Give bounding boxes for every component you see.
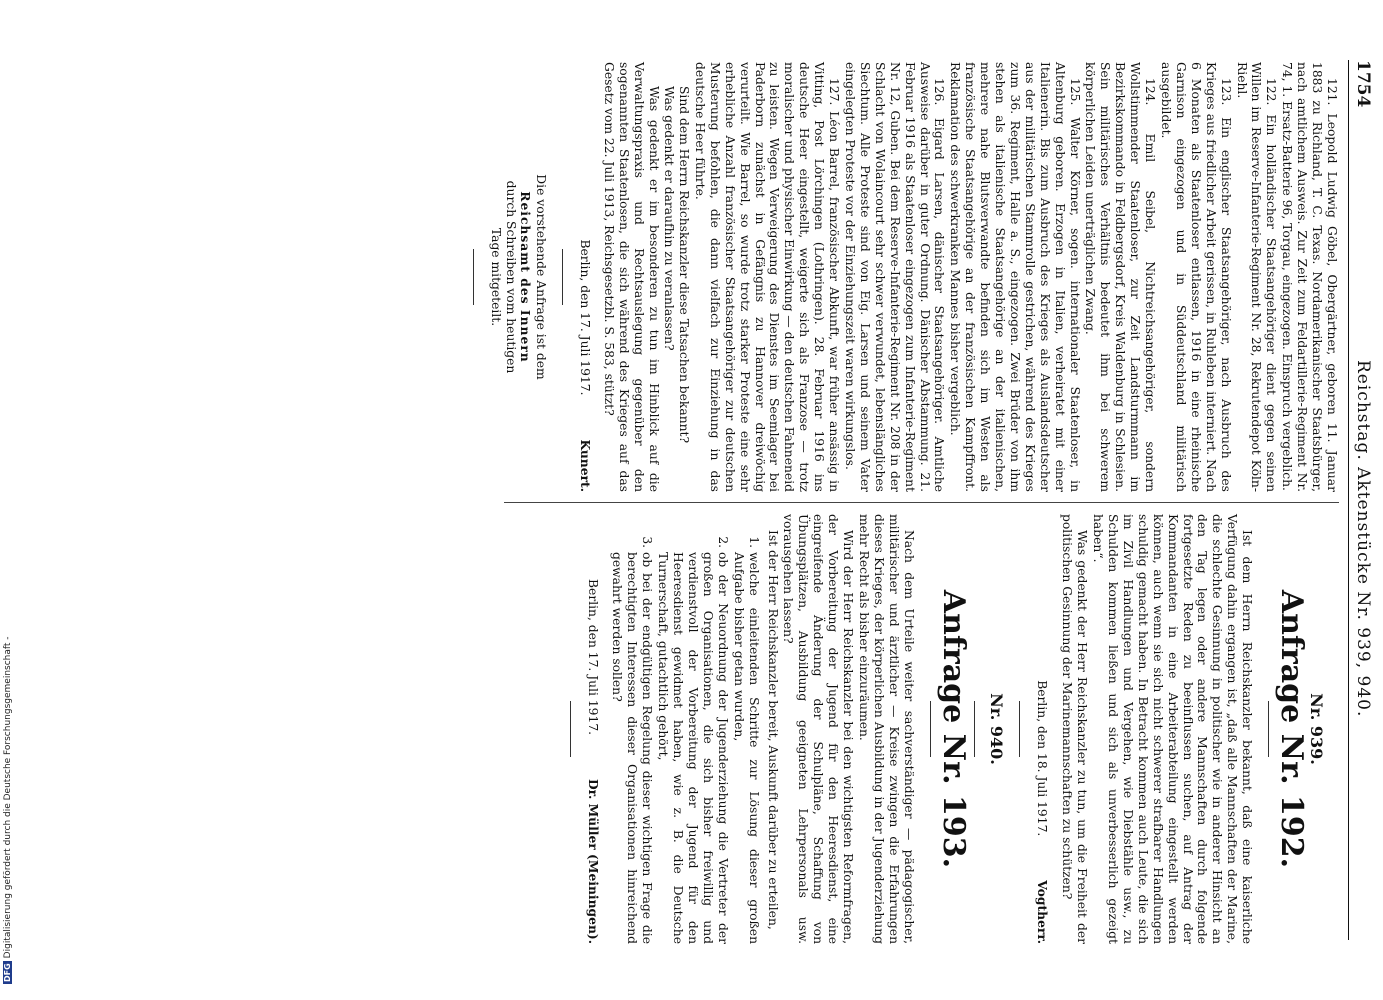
list-item: 121. Leopold Ludwig Göbel, Obergärtner, geboren 11. Januar 1883 zu Richland, T. C. Texas. Nordamerikanischer Staatsbürger, nach amtlichem Ausweis. Zur Zeit zum Feldartillerie-Regiment Nr. 74, 1. Ersatz-Batterie 96, Torgau, eingezogen. Einspruch vergeblich. [1280,62,1339,492]
column-divider [504,502,1339,503]
running-title: Reichstag. Aktenstücke Nr. 939, 940. [1353,360,1373,718]
section-title: Anfrage Nr. 192. [1274,589,1310,869]
right-column [556,514,1339,944]
notice-line: durch Schreiben vom heutigen [503,180,518,374]
list-item: 125. Walter Körner, sogen. internationaler Staatenloser, in Altenburg geboren. Erzogen in Italien, verheiratet mit einer Italienerin. Bis zum Ausbruch des Krieges als Auslandsdeutscher aus der militärischen Stammrolle gestrichen, während des Krieges zum 36. Regiment, Halle a. S., eingezogen. Zwei Brüder von ihm stehen als italienische Staatsangehörige an der italienischen, mehrere nahe Blutsverwandte befinden sich im Westen als französische Staatsangehörige an der französischen Kampffront. Reklamation des schwerkranken Mannes bisher vergeblich. [948,62,1082,492]
left-column [459,62,1339,492]
list-item: 3. ob bei der endgültigen Regelung dieser wichtigen Frage die berechtigten Interessen dieser Organisationen hinreichend gewahrt werden sollen? [610,552,655,944]
list-item: 127. Léon Barrel, französischer Abkunft, war früher ansässig in Vitting, Post Lörchingen (Lothringen). 28. Februar 1916 ins deutsche Heer eingestellt, weigerte sich als Franzose — trotz moralischer und physischer Einwirkung — den deutschen Fahneneid zu leisten. Wegen Verweigerung des Dienstes im Seemlager bei Paderborn zunächst in Gefängnis zu Hannover dreiwöchig verurteilt. Wie Barrel, so wurde trotz starker Proteste eine sehr erhebliche Anzahl französischer Staatsangehöriger zur deutschen Musterung befohlen, die dann vielfach zur Einziehung in das deutsche Heer führte. [692,62,842,492]
forwarding-notice [488,62,548,492]
date-line: Berlin, den 17. Juli 1917. [577,239,592,396]
list-item: 124. Emil Seibel, Nichtreichsangehöriger, sondern Wollstimmender Staatenloser, zur Zeit Landsturmmann im Bezirkskommando in Feldbergsdorf, Kreis Waldenburg in Schlesien. Sein militärisches Verhältnis bedeutet ihm bei schwerem körperlichen Leiden unerträglichen Zwang. [1083,62,1158,492]
paragraph: Nach dem Urteile weiter sachverständiger — pädagogischer, militärischer und ärztlicher — Kreise zwingen die Erfahrungen dieses Krieges, der körperlichen Ausbildung in der Jugenderziehung mehr Recht als bisher einzuräumen. [856,514,916,944]
question-line: Sind dem Herrn Reichskanzler diese Tatsachen bekannt? [677,86,692,444]
question-line: Was gedenkt er im besonderen zu tun im Hinblick auf die Verwaltungspraxis und Rechtsauslegung gegenüber den sogenannten Staatenlosen, die sich während des Krieges auf das Gesetz vom 22. Juli 1913, Reichsgesetzbl. S. 583, stützt? [602,62,662,492]
signer-name: Dr. Müller (Meiningen). [585,779,601,944]
funding-credit [3,604,15,984]
question-list [610,514,761,944]
paragraph: Ist dem Herrn Reichskanzler bekannt, daß eine kaiserliche Verfügung dahin ergangen ist, „daß alle Mannschaften der Marine, die schlechte Gesinnung in politischer wie in anderer Hinsicht an den Tag legen oder andere Mannschaften durch folgende fortgesetzte Reden zu beeinflussen suchen, auf Antrag der Kommandanten in eine Arbeiterabteilung eingestellt werden können, auch wenn sie sich nicht schwerer strafbarer Handlungen schuldig gemacht haben. In Betracht kommen auch Leute, die sich im Zivil Handlungen und Vergehen, wie Diebstähle usw., zu Schulden kommen ließen und sich als unverbesserlich gezeigt haben“. [1091,514,1255,944]
date-signature-block [585,514,600,944]
separator-rule [1020,701,1021,757]
date-line: Berlin, den 18. Juli 1917. [1035,680,1050,837]
list-item: 123. Ein englischer Staatsangehöriger, nach Ausbruch des Krieges aus friedlicher Arbeit gerissen, in Ruhleben interniert. Nach 6 Monaten als Staatenloser entlassen, 1916 in eine rheinische Garnison eingezogen und in Süddeutschland militärisch ausgebildet. [1159,62,1233,492]
question-line: Was gedenkt der Herr Reichskanzler zu tun, um die Freiheit der politischen Gesinnung der Marinemannschaften zu schützen? [1060,514,1090,944]
list-item: 2. ob der Neuordnung der Jugenderziehung die Vertreter der großen Organisationen, die sich bisher freiwillig und verdienstvoll der Vorbereitung der Jugend für den Heeresdienst gewidmet haben, wie z. B. die Deutsche Turnerschaft, gutachtlich gehört, [655,552,730,944]
question-intro: Ist der Herr Reichskanzler bereit, Auskunft darüber zu erteilen, [765,530,780,930]
date-line: Berlin, den 17. Juli 1917. [585,579,600,736]
page-number: 1754 [1353,60,1373,108]
section-number: Nr. 939. [1307,693,1326,765]
separator-rule [473,249,474,305]
list-item: 122. Ein holländischer Staatsangehöriger dient gegen seinen Willen im Reserve-Infanterie-Regiment Nr. 28, Rekrutendepot Köln-Riehl. [1234,62,1279,492]
list-item: 1. welche einleitenden Schritte zur Lösung dieser großen Aufgabe bisher getan wurden, [731,552,761,944]
separator-rule [974,701,975,757]
dfg-logo: DFG [3,963,12,982]
separator-rule [562,249,563,305]
notice-line: Die vorstehende Anfrage ist dem [533,174,548,380]
section-title: Anfrage Nr. 193. [935,589,971,869]
section-number: Nr. 940. [987,693,1007,765]
list-item: 126. Eigard Larsen, dänischer Staatsangehöriger. Amtliche Ausweise darüber in guter Ordnung. Dänischer Abstammung. 21. Februar 1916 als Staatenloser eingezogen zum Infanterie-Regiment Nr. 12, Guben. Bei dem Reserve-Infanterie-Regiment Nr. 208 in der Schlacht von Wolaincourt sehr schwer verwundet, lebenslängliches Siechtum. Alle Proteste sind von Eig. Larsen und seinem Vater eingelegten Proteste vor der Einziehungszeit waren wirkungslos. [843,62,947,492]
separator-rule [930,701,931,757]
separator-rule [570,701,571,757]
question-line: Was gedenkt er daraufhin zu veranlassen? [662,86,677,351]
page-header [1348,60,1375,940]
signer-name: Vogtherr. [1035,880,1051,944]
signer-name: Kunert. [577,439,593,492]
notice-department: Reichsamt des Innern [517,191,533,363]
date-signature-block [1035,514,1050,944]
funding-credit-text: Digitalisierung gefördert durch die Deutsche Forschungsgemeinschaft - [3,636,13,959]
date-signature-block [577,62,592,492]
separator-rule [1268,701,1269,757]
paragraph: Wird der Herr Reichskanzler bei den wichtigsten Reformfragen, der Vorbereitung der Jugend für den Heeresdienst, eine eingreifende Änderung der Schulpläne, Schaffung von Übungsplätzen, Ausbildung geeigneten Lehrpersonals usw. vorausgehen lassen? [781,514,856,944]
notice-line: Tage mitgeteilt. [488,227,503,327]
